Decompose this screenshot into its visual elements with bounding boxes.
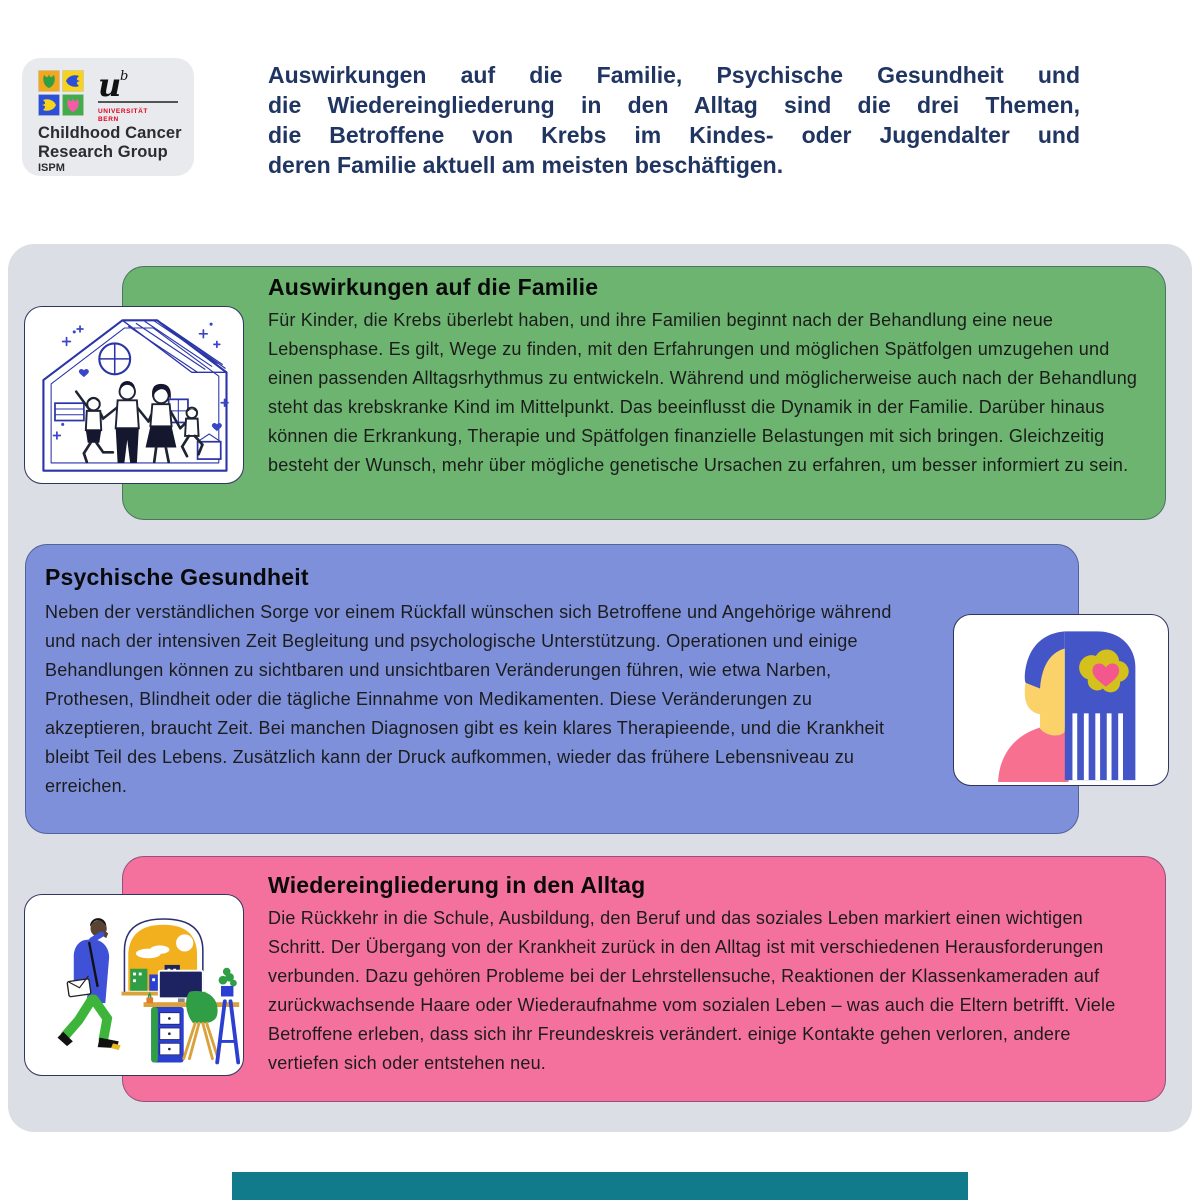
head-profile-drawing [957,618,1165,782]
intro-line: deren Familie aktuell am meisten beschäftigen. [268,152,784,178]
intro-line: die Betroffene von Krebs im Kindes- oder Jugendalter und [268,122,1080,148]
uni-mark-b: b [120,69,129,84]
card-familie-title: Auswirkungen auf die Familie [268,274,599,300]
ccrg-flower-tiles-logo [38,70,84,116]
logo-card [22,58,194,176]
org-name: Childhood Cancer Research Group [38,124,182,161]
intro-paragraph [268,60,1080,180]
intro-line: Auswirkungen auf die Familie, Psychische Gesundheit und [268,62,1080,88]
university-bern-logo [96,66,192,124]
walking-to-work-illustration [24,894,244,1076]
uni-name-line1: UNIVERSITÄT [98,108,148,115]
org-unit: ISPM [38,162,65,174]
card-alltag-title: Wiedereingliederung in den Alltag [268,872,646,898]
card-psychische-gesundheit-body: Neben der verständlichen Sorge vor einem Rückfall wünschen sich Betroffene und Angehörige während und nach der intensiven Zeit Begleitung und psychologische Unterstützung. Operationen und einige Behandlungen können zu sichtbaren und unsichtbaren Veränderungen führen, wie etwa Narben, Prothesen, Blindheit oder die tägliche Einnahme von Medikamenten. Diese Veränderungen zu akzeptieren, braucht Zeit. Bei manchen Diagnosen gibt es kein klares Therapieende, und die Krankheit bleibt Teil des Lebens. Zusätzlich kann der Druck aufkommen, wieder das frühere Lebensniveau zu erreichen. [45,602,892,796]
uni-name-line2: BERN [98,116,119,123]
card-familie-body: Für Kinder, die Krebs überlebt haben, und ihre Familien beginnt nach der Behandlung eine neue Lebensphase. Es gilt, Wege zu finden, mit den Erfahrungen und möglichen Spätfolgen umzugehen und einen passenden Alltagsrhythmus zu entwickeln. Während und möglicherweise auch nach der Behandlung steht das krebskranke Kind im Mittelpunkt. Das beeinflusst die Dynamik in der Familie. Darüber hinaus können die Erkrankung, Therapie und Spätfolgen finanzielle Belastungen mit sich bringen. Gleichzeitig besteht der Wunsch, mehr über mögliche genetische Ursachen zu erfahren, um besser informiert zu sein. [268,310,1138,475]
family-in-house-illustration [24,306,244,484]
footer-accent-bar [232,1172,968,1200]
uni-mark-u: u [98,66,122,104]
family-house-drawing [28,310,240,480]
intro-line: die Wiedereingliederung in den Alltag sind die drei Themen, [268,92,1080,118]
card-psychische-gesundheit-title: Psychische Gesundheit [45,564,309,590]
head-profile-brain-heart-illustration [953,614,1169,786]
card-alltag-body: Die Rückkehr in die Schule, Ausbildung, den Beruf und das soziales Leben markiert einen wichtigen Schritt. Der Übergang von der Krankheit zurück in den Alltag ist mit verschiedenen Herausforderungen verbunden. Dazu gehören Probleme bei der Lehrstellensuche, Reaktionen der Klassenkameraden auf zurückwachsende Haare oder Wiederaufnahme vom sozialen Leben – was auch die Eltern betrifft. Viele Betroffene erleben, dass sich ihr Freundeskreis verändert. einige Kontakte gehen verloren, andere vertiefen sich oder entstehen neu. [268,908,1116,1073]
office-scene-drawing [28,898,240,1072]
